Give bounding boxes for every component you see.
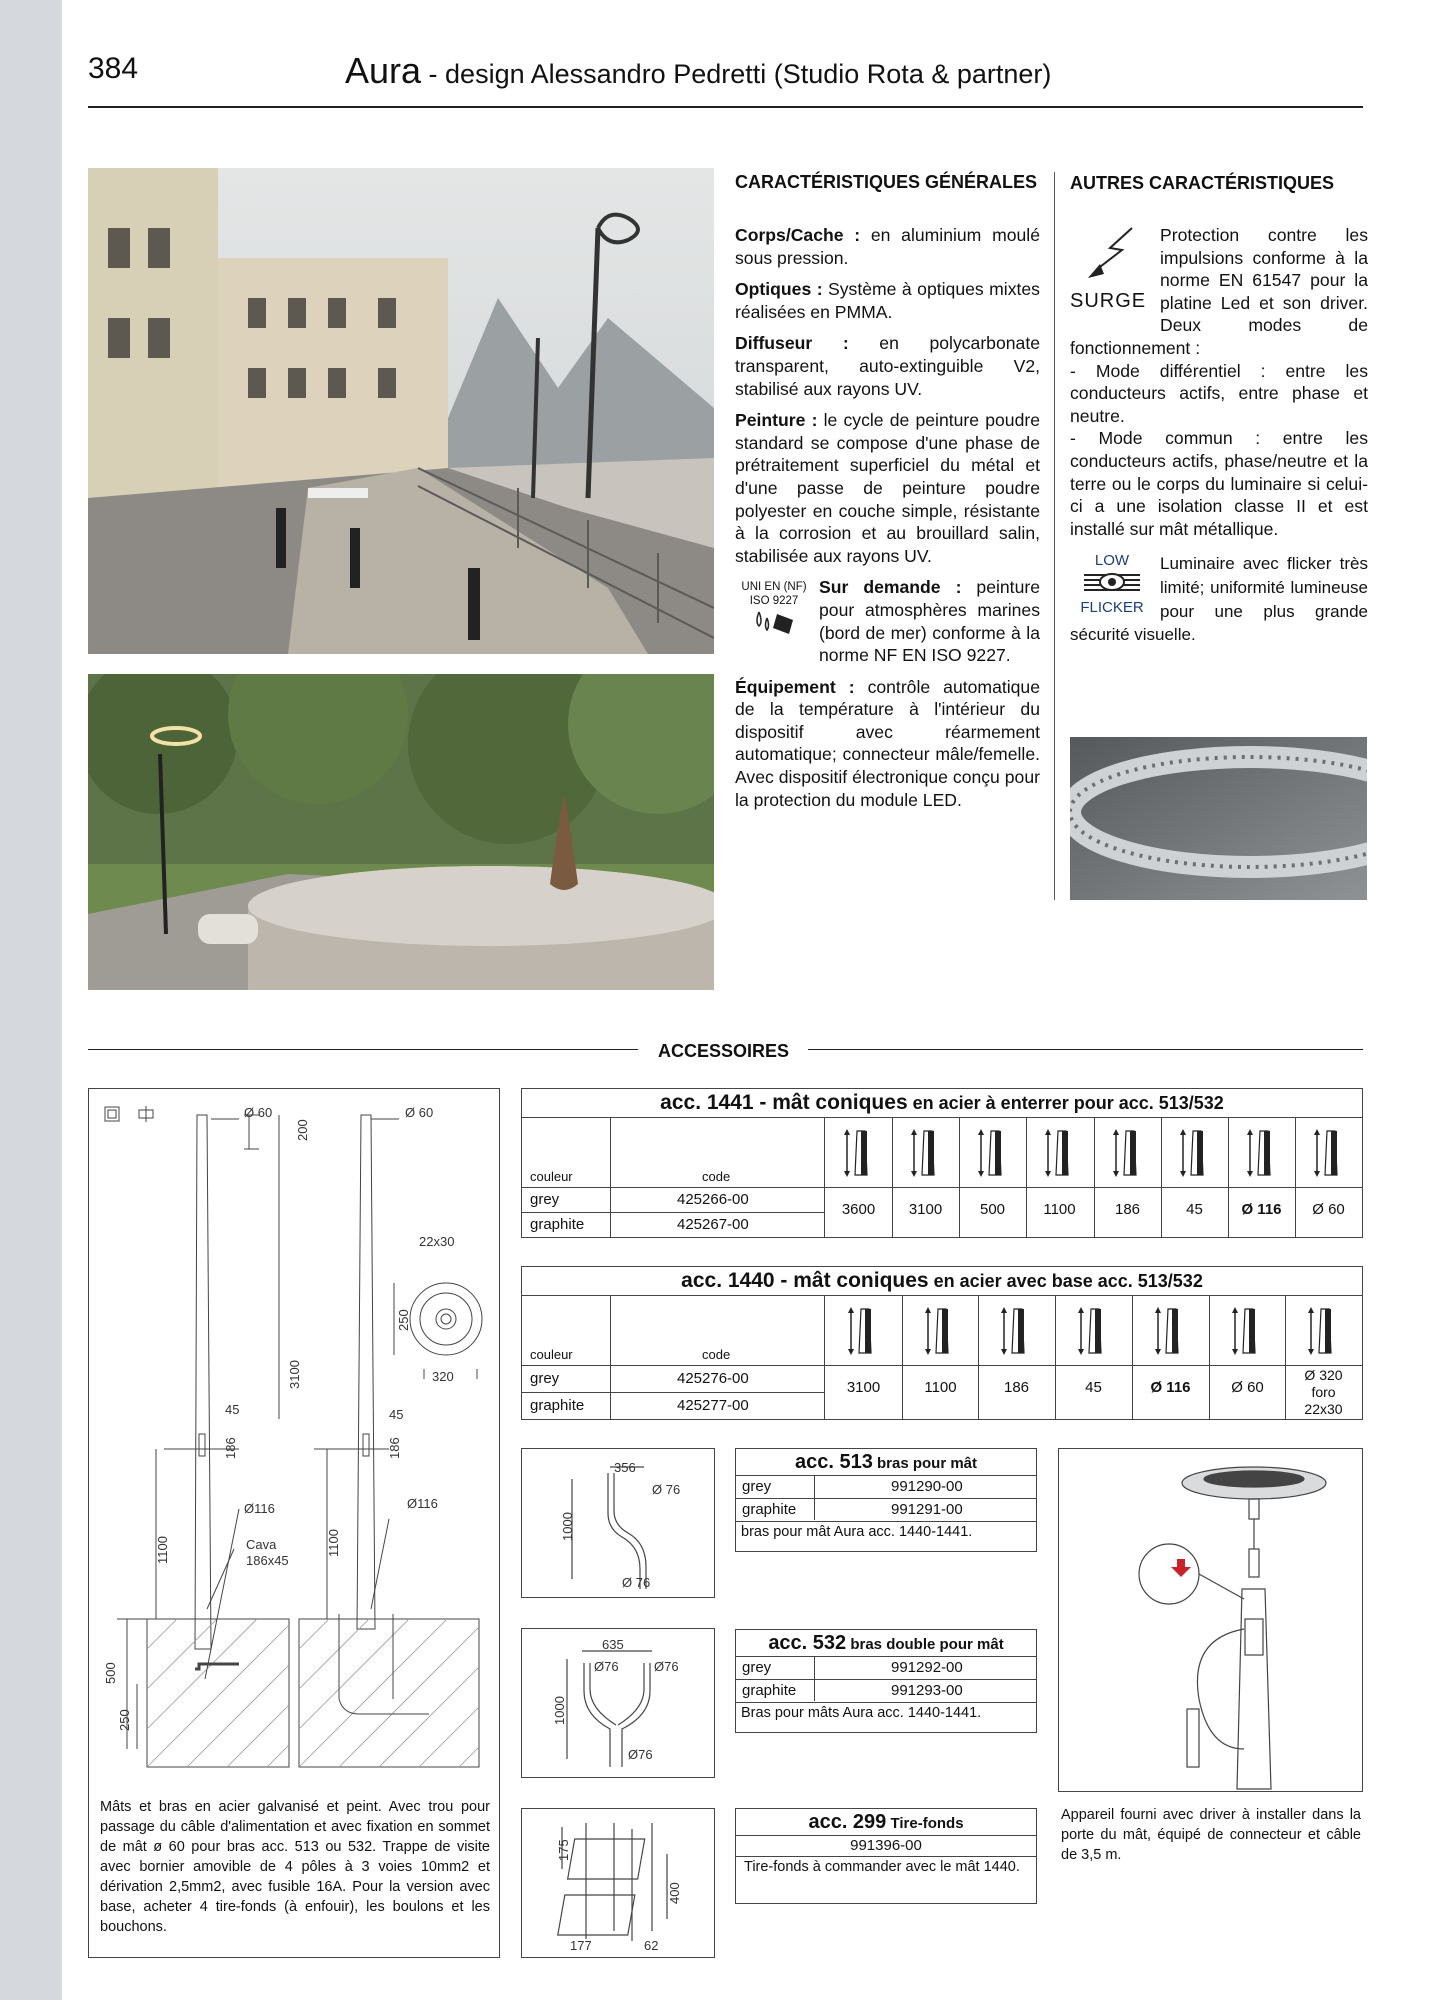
- accessories-rule-right: [808, 1049, 1363, 1050]
- demande-label: Sur demande :: [819, 577, 962, 598]
- surge-text: Protection contre les impulsions conforme à la norme EN 61547 pour la platine Led et son driver. Deux modes de fonctionnement :: [1070, 225, 1368, 358]
- acc532-code-grey: 991292-00: [891, 1659, 963, 1676]
- acc1441-col-divider: [1094, 1117, 1095, 1237]
- acc1441-dimension-icon: [1175, 1125, 1215, 1181]
- acc532-title-bold: acc. 532: [768, 1632, 847, 1654]
- acc1441-code-graphite: 425267-00: [677, 1216, 749, 1233]
- acc1441-dimension-icon: [1108, 1125, 1148, 1181]
- acc299-dim-62: 62: [644, 1938, 659, 1953]
- acc1440-dimension-value: 1100: [924, 1379, 957, 1396]
- acc532-dim-d76-right: Ø76: [654, 1659, 679, 1674]
- acc1441-col-divider: [959, 1117, 960, 1237]
- acc1440-title-bold: acc. 1440 - mât coniques: [681, 1269, 929, 1292]
- acc299-title: [736, 1809, 1036, 1836]
- acc513-dim-1000: 1000: [560, 1512, 575, 1541]
- surge-label: SURGE: [1070, 289, 1147, 312]
- general-heading: CARACTÉRISTIQUES GÉNÉRALES: [735, 172, 1038, 192]
- equipement-label: Équipement :: [735, 676, 855, 697]
- acc1441-dimension-value: 3100: [908, 1201, 943, 1218]
- acc1440-dimension-value: 3100: [846, 1379, 881, 1396]
- acc532-drawing: [521, 1628, 715, 1778]
- acc299-code: 991396-00: [736, 1836, 1036, 1857]
- acc513-dim-d76-top: Ø 76: [652, 1482, 681, 1497]
- acc1441-dimensions: [825, 1117, 1362, 1237]
- pole-drawing-panel: [88, 1088, 500, 1958]
- acc1440-dimension-icon: [1227, 1303, 1267, 1359]
- acc1441-dimension-icon: [906, 1125, 946, 1181]
- acc1441-dimension-value: Ø 116: [1241, 1201, 1282, 1218]
- acc513-dim-356: 356: [614, 1460, 636, 1475]
- lightning-icon: [1070, 224, 1154, 284]
- acc1441-dimension-value: 500: [979, 1201, 1006, 1218]
- pole-technical-drawing: [89, 1089, 499, 1789]
- acc299-title-rest: Tire-fonds: [886, 1815, 964, 1832]
- acc1440-color-grey: grey: [530, 1370, 560, 1387]
- acc1440-panel: [521, 1266, 1363, 1420]
- acc532-note: Bras pour mâts Aura acc. 1440-1441.: [741, 1705, 982, 1721]
- dim-1100-b: 1100: [326, 1529, 341, 1557]
- dim-d60-b: Ø 60: [405, 1105, 434, 1120]
- photo-luminaire-detail: [1070, 737, 1367, 900]
- acc1440-col-divider: [902, 1295, 903, 1419]
- acc1441-col-code: code: [702, 1169, 731, 1184]
- acc1440-code-table: [522, 1295, 824, 1419]
- acc532-dim-635: 635: [602, 1637, 624, 1652]
- acc1441-dimension-icon: [973, 1125, 1013, 1181]
- acc1441-color-grey: grey: [530, 1191, 560, 1208]
- acc1441-col-divider: [1161, 1117, 1162, 1237]
- acc513-title-rest: bras pour mât: [872, 1455, 978, 1472]
- acc1440-col-divider: [1132, 1295, 1133, 1419]
- acc1441-panel: [521, 1088, 1363, 1238]
- acc299-panel: [735, 1808, 1037, 1904]
- acc1440-col-divider: [1055, 1295, 1056, 1419]
- acc532-panel: [735, 1629, 1037, 1733]
- dim-250-a: 250: [117, 1709, 132, 1731]
- acc513-drawing: [521, 1448, 715, 1598]
- acc513-note: bras pour mât Aura acc. 1440-1441.: [741, 1524, 973, 1540]
- dim-45-a: 45: [225, 1402, 240, 1417]
- peinture-label: Peinture :: [735, 410, 818, 431]
- other-heading: AUTRES CARACTÉRISTIQUES: [1070, 173, 1335, 193]
- dim-d320: 320: [432, 1369, 454, 1384]
- norm-icon-line2: ISO 9227: [749, 595, 799, 608]
- low-flicker-icon: [1070, 552, 1154, 622]
- mode-common: - Mode commun : entre les conducteurs actifs, phase/neutre et la terre ou le corps du luminaire si celui-ci a une isolation classe II et est installé sur mât métallique.: [1070, 428, 1368, 539]
- acc1440-dimension-value: Ø 116: [1150, 1379, 1191, 1396]
- dim-45-b: 45: [389, 1407, 404, 1422]
- equipement-text: contrôle automatique de la température à l'intérieur du dispositif avec réarmement automatique; connecteur mâle/femelle. Avec dispositif électronique conçu pour la protection du module LED.: [735, 676, 1041, 810]
- page-margin-strip: [0, 0, 62, 2000]
- marine-norm-icon: [735, 580, 813, 648]
- optiques-label: Optiques :: [735, 279, 823, 300]
- other-text: [1070, 224, 1368, 647]
- acc1440-dimension-value-line: 22x30: [1304, 1401, 1343, 1417]
- acc532-dim-d76-left: Ø76: [594, 1659, 619, 1674]
- acc1440-col-divider: [1209, 1295, 1210, 1419]
- acc299-dim-177: 177: [570, 1938, 592, 1953]
- acc1440-title-rest: en acier avec base acc. 513/532: [928, 1271, 1203, 1291]
- acc299-note: Tire-fonds à commander avec le mât 1440.: [744, 1859, 1020, 1875]
- dim-1100-a: 1100: [155, 1536, 170, 1564]
- acc1440-dimension-value: [1285, 1367, 1362, 1418]
- acc532-color-graphite: graphite: [742, 1682, 797, 1699]
- header-rule: [88, 106, 1363, 108]
- flicker-label: FLICKER: [1080, 599, 1144, 617]
- acc1441-code-table: [522, 1117, 824, 1237]
- accessories-rule-left: [88, 1049, 638, 1050]
- acc1441-title-rest: en acier à enterrer pour acc. 513/532: [907, 1093, 1224, 1113]
- acc1440-dimension-icon: [996, 1303, 1036, 1359]
- dim-500: 500: [103, 1662, 118, 1684]
- optiques-text: Système à optiques mixtes réalisées en PMMA.: [735, 279, 1040, 322]
- acc1440-dimension-icon: [843, 1303, 883, 1359]
- dim-d116-a: Ø116: [244, 1501, 275, 1516]
- acc1440-dimensions: [825, 1295, 1362, 1419]
- dim-250-b: 250: [396, 1309, 411, 1331]
- acc1441-dimension-icon: [839, 1125, 879, 1181]
- acc1441-dimension-value: 1100: [1043, 1201, 1076, 1218]
- pole-caption: Mâts et bras en acier galvanisé et peint. Avec trou pour passage du câble d'alimentation et avec fixation en sommet de mât ø 60 pour bras acc. 513 ou 532. Trappe de visite avec bornier amovible de 4 pôles à 3 voies 10mm2 et dérivation 2,5mm2, avec fusible 16A. Pour la version avec base, acheter 4 tire-fonds (à enfouir), les boulons et les bouchons.: [100, 1799, 490, 1935]
- acc1440-code-graphite: 425277-00: [677, 1397, 749, 1414]
- acc1441-color-graphite: graphite: [530, 1216, 585, 1233]
- photo-park: [88, 674, 714, 990]
- diffuseur-text: en polycarbonate transparent, auto-extinguible V2, stabilisé aux rayons UV.: [735, 333, 1040, 399]
- acc299-drawing: [521, 1808, 715, 1958]
- page-number: 384: [88, 52, 139, 85]
- acc1441-title-bold: acc. 1441 - mât coniques: [660, 1091, 908, 1114]
- driver-caption: Appareil fourni avec driver à installer dans la porte du mât, équipé de connecteur et câble de 3,5 m.: [1061, 1807, 1361, 1863]
- acc299-title-bold: acc. 299: [808, 1811, 887, 1833]
- eye-icon: [1082, 570, 1142, 594]
- acc1441-dimension-value: 186: [1114, 1201, 1141, 1218]
- driver-installation-drawing: [1058, 1448, 1363, 1792]
- acc1440-dimension-value-line: foro: [1311, 1384, 1336, 1400]
- acc1441-code-grey: 425266-00: [677, 1191, 749, 1208]
- dim-d116-b: Ø116: [407, 1496, 438, 1511]
- dim-cava-size: 186x45: [246, 1553, 289, 1568]
- accessories-heading: ACCESSOIRES: [658, 1041, 790, 1061]
- acc299-dim-400: 400: [667, 1882, 682, 1904]
- acc1441-col-divider: [1295, 1117, 1296, 1237]
- column-divider: [1054, 172, 1055, 900]
- acc1441-dimension-icon: [1040, 1125, 1080, 1181]
- flicker-low: LOW: [1094, 552, 1130, 570]
- dim-186-b: 186: [387, 1437, 402, 1459]
- acc1441-dimension-value: Ø 60: [1312, 1201, 1345, 1218]
- acc513-code-graphite: 991291-00: [891, 1501, 963, 1518]
- dim-186-a: 186: [223, 1437, 238, 1459]
- acc513-color-graphite: graphite: [742, 1501, 797, 1518]
- acc513-color-grey: grey: [742, 1478, 772, 1495]
- acc513-dim-d76-bottom: Ø 76: [622, 1575, 651, 1590]
- dim-d60-a: Ø 60: [244, 1105, 273, 1120]
- product-name: Aura: [345, 50, 422, 91]
- acc1441-title: [522, 1089, 1362, 1118]
- acc1440-col-code: code: [702, 1347, 731, 1362]
- peinture-text: le cycle de peinture poudre standard se compose d'une phase de prétraitement superficiel du métal et d'une passe de peinture poudre polyester en couche simple, résistante à la corrosion et au brouillard salin, stabilisée aux rayons UV.: [735, 410, 1041, 566]
- acc1440-color-graphite: graphite: [530, 1397, 585, 1414]
- general-text: [735, 224, 1040, 820]
- acc532-code-graphite: 991293-00: [891, 1682, 963, 1699]
- diffuseur-label: Diffuseur :: [735, 333, 849, 354]
- flicker-text: Luminaire avec flicker très limité; uniformité lumineuse pour une plus grande sécurité visuelle.: [1070, 554, 1368, 645]
- corps-text: en aluminium moulé sous pression.: [735, 225, 1040, 268]
- acc532-dim-d76-bottom: Ø76: [628, 1747, 653, 1762]
- page-title: [345, 50, 1051, 92]
- mode-differential: - Mode différentiel : entre les conducteurs actifs, entre phase et neutre.: [1070, 360, 1368, 426]
- acc1441-col-couleur: couleur: [530, 1169, 573, 1184]
- acc1440-dimension-value: 186: [1003, 1379, 1030, 1396]
- acc1441-col-divider: [892, 1117, 893, 1237]
- dim-plate-hole: 22x30: [419, 1234, 455, 1249]
- acc1440-col-couleur: couleur: [530, 1347, 573, 1362]
- acc1441-dimension-icon: [1242, 1125, 1282, 1181]
- norm-icon-line1: UNI EN (NF): [741, 581, 807, 594]
- acc1440-dimension-icon: [920, 1303, 960, 1359]
- photo-waterfront: [88, 168, 714, 654]
- acc1441-col-divider: [1228, 1117, 1229, 1237]
- corps-label: Corps/Cache :: [735, 225, 861, 245]
- acc1440-title: [522, 1267, 1362, 1296]
- surge-icon-block: [1070, 224, 1154, 316]
- acc1440-col-divider: [978, 1295, 979, 1419]
- dim-200: 200: [295, 1119, 310, 1141]
- acc513-code-grey: 991290-00: [891, 1478, 963, 1495]
- acc1440-dimension-value: Ø 60: [1231, 1379, 1264, 1396]
- salt-spray-icon: [749, 608, 799, 638]
- acc1440-code-grey: 425276-00: [677, 1370, 749, 1387]
- acc1441-col-divider: [1026, 1117, 1027, 1237]
- acc513-title-bold: acc. 513: [794, 1451, 873, 1473]
- acc1441-dimension-value: 3600: [841, 1201, 876, 1218]
- acc532-dim-1000: 1000: [552, 1696, 567, 1725]
- demande-text: peinture pour atmosphères marines (bord de mer) conforme à la norme NF EN ISO 9227.: [819, 577, 1040, 666]
- dim-3100: 3100: [287, 1360, 302, 1389]
- acc513-panel: [735, 1448, 1037, 1552]
- designer-credit: - design Alessandro Pedretti (Studio Rota & partner): [421, 59, 1052, 89]
- acc1441-dimension-value: 45: [1186, 1201, 1203, 1218]
- dim-cava: Cava: [246, 1537, 277, 1552]
- acc532-title: [736, 1630, 1036, 1657]
- acc1440-dimension-icon: [1303, 1303, 1343, 1359]
- acc513-title: [736, 1449, 1036, 1476]
- acc1440-dimension-icon: [1150, 1303, 1190, 1359]
- acc532-title-rest: bras double pour mât: [846, 1636, 1004, 1653]
- acc532-color-grey: grey: [742, 1659, 772, 1676]
- acc1440-dimension-value-line: Ø 320: [1304, 1367, 1343, 1383]
- acc1440-dimension-value: 45: [1085, 1379, 1102, 1396]
- acc1440-dimension-icon: [1073, 1303, 1113, 1359]
- acc1441-dimension-icon: [1309, 1125, 1349, 1181]
- acc299-dim-175: 175: [556, 1839, 571, 1861]
